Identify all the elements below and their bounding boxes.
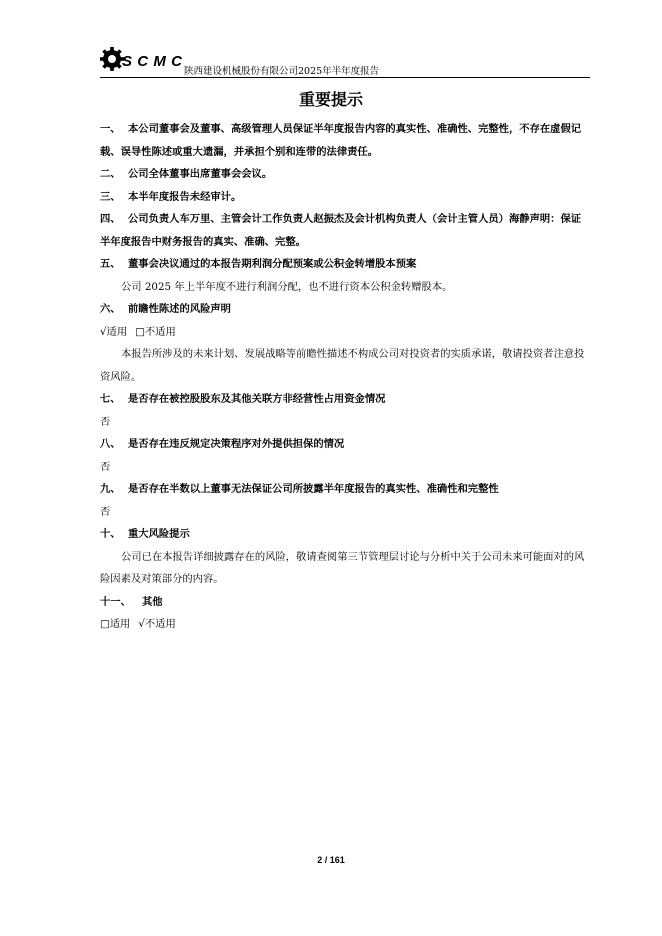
section-7 [100,388,590,411]
section-heading: 公司负责人车万里、主管会计工作负责人赵振杰及会计机构负责人（会计主管人员）海静声明：保证半年度报告中财务报告的真实、准确、完整。 [100,213,582,248]
section-4 [100,208,590,253]
section-6-applicability [100,321,590,344]
section-5-body: 公司 2025 年上半年度不进行利润分配，也不进行资本公积金转赠股本。 [121,280,453,293]
page-title: 重要提示 [298,90,363,109]
section-number: 三、 [100,190,121,203]
company-logo-icon [100,44,188,74]
section-heading: 重大风险提示 [128,528,190,540]
section-number: 五、 [100,258,121,270]
section-2 [100,163,590,186]
section-11 [100,591,590,614]
applicable-option: √适用 [100,325,128,338]
section-6 [100,298,590,321]
section-heading: 其他 [142,595,163,608]
section-7-answer: 否 [100,415,111,428]
section-10-body: 公司已在本报告详细披露存在的风险，敬请查阅第三节管理层讨论与分析中关于公司未来可能面对的风险因素及对策部分的内容。 [100,550,585,585]
section-11-applicability [100,613,590,636]
section-heading: 是否存在半数以上董事无法保证公司所披露半年度报告的真实性、准确性和完整性 [128,483,499,495]
applicable-option: □适用 [100,618,131,630]
section-6-body: 本报告所涉及的未来计划、发展战略等前瞻性描述不构成公司对投资者的实质承诺，敬请投资者注意投资风险。 [100,348,585,383]
section-9-answer: 否 [100,505,111,518]
section-heading: 本半年度报告未经审计。 [128,190,242,203]
not-applicable-option: □不适用 [135,325,176,338]
section-number: 六、 [100,303,121,315]
header-title: 陕西建设机械股份有限公司2025年半年度报告 [184,66,380,77]
section-number: 九、 [100,483,121,495]
section-number: 十、 [100,528,121,540]
section-8-answer: 否 [100,460,111,473]
section-10 [100,523,590,546]
section-number: 四、 [100,213,121,225]
section-number: 七、 [100,393,121,405]
section-number: 一、 [100,123,121,135]
header-divider [100,77,590,78]
section-number: 十一、 [100,595,131,608]
section-heading: 前瞻性陈述的风险声明 [128,303,231,315]
section-9 [100,478,590,501]
section-heading: 董事会决议通过的本报告期利润分配预案或公积金转增股本预案 [128,258,417,270]
section-5 [100,253,590,276]
page-number: 2 / 161 [317,855,345,865]
section-3 [100,186,590,209]
section-heading: 是否存在被控股股东及其他关联方非经营性占用资金情况 [128,393,386,405]
document-body [100,118,590,636]
section-heading: 本公司董事会及董事、高级管理人员保证半年度报告内容的真实性、准确性、完整性，不存在虚假记载、误导性陈述或重大遗漏，并承担个别和连带的法律责任。 [100,123,582,158]
section-heading: 公司全体董事出席董事会会议。 [128,168,273,180]
section-heading: 是否存在违反规定决策程序对外提供担保的情况 [128,438,345,450]
section-1 [100,118,590,163]
section-number: 八、 [100,438,121,450]
page-header [100,44,590,78]
logo-text: SCMC [122,53,182,70]
not-applicable-option: √不适用 [138,618,176,630]
section-8 [100,433,590,456]
section-number: 二、 [100,168,121,180]
